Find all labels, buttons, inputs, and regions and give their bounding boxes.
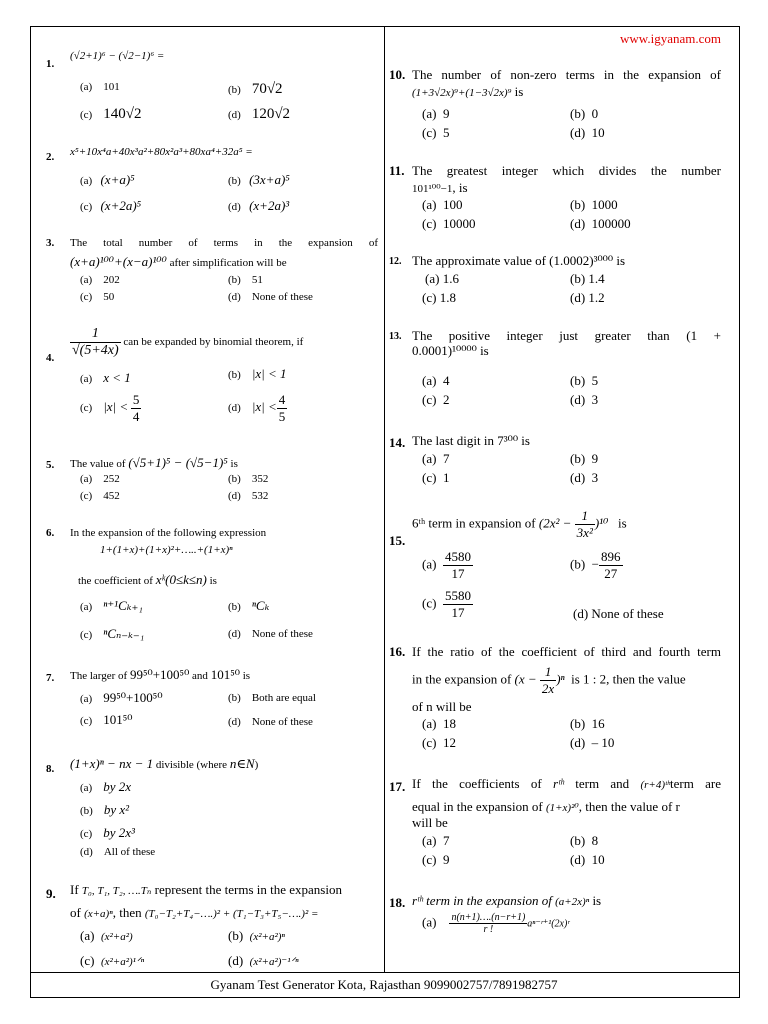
option-a[interactable]: (a) 9 (422, 106, 450, 121)
question-stem: The greatest integer which divides the number (412, 163, 721, 178)
question-number: 14. (389, 435, 406, 450)
option-b[interactable]: (b) Both are equal (228, 692, 316, 704)
option-a[interactable]: (a) by 2x (80, 779, 132, 794)
question-stem: In the expansion of the following expression (70, 527, 267, 539)
option-b[interactable]: (b) 1000 (570, 197, 618, 212)
question-stem: The last digit in 7³⁰⁰ is (412, 433, 530, 448)
option-c[interactable]: (c) $\frac{5580}{17}$ (422, 588, 471, 620)
question-expression: 1+(1+x)+(1+x)²+…..+(1+x)ⁿ (100, 544, 233, 556)
question-number: 16. (389, 644, 406, 659)
option-a[interactable]: (a) 1.6 (425, 271, 459, 286)
column-divider (384, 26, 385, 972)
option-c[interactable]: (c) 140√2 (80, 106, 142, 122)
option-d[interactable]: (d) None of these (228, 291, 313, 303)
option-d[interactable]: (d) All of these (80, 846, 156, 858)
question-stem: $\frac{1}{√(5+4x)}$ can be expanded by binomial theorem, if (72, 326, 304, 358)
option-b[interactable]: (b) 8 (570, 833, 599, 848)
question-stem-line2: 101¹⁰⁰−1, is (412, 180, 468, 195)
question-number: 5. (46, 459, 55, 471)
option-b[interactable]: (b) 16 (570, 716, 605, 731)
option-a[interactable]: (a) $\frac{4580}{17}$ (422, 549, 471, 581)
question-stem: If the ratio of the coefficient of third and fourth term (412, 644, 721, 659)
footer-text: Gyanam Test Generator Kota, Rajasthan 9099002757/7891982757 (210, 977, 558, 992)
option-c[interactable]: (c) (x+2a)⁵ (80, 198, 142, 213)
option-d[interactable]: (d) 120√2 (228, 106, 291, 122)
option-b[interactable]: (b) − $\frac{896}{27}$ (570, 549, 621, 581)
question-number: 15. (389, 533, 406, 548)
question-stem: The total number of terms in the expansion of (70, 237, 378, 249)
option-c[interactable]: (c) 2 (422, 392, 450, 407)
question-stem: The number of non-zero terms in the expansion of (412, 67, 721, 82)
option-a[interactable]: (a) 7 (422, 833, 450, 848)
option-c[interactable]: (c) 452 (80, 490, 120, 502)
site-url[interactable]: www.igyanam.com (620, 31, 721, 46)
option-b[interactable]: (b) 352 (228, 473, 269, 485)
question-stem-line2: (x+a)¹⁰⁰+(x−a)¹⁰⁰ after simplification will be (70, 254, 287, 269)
question-stem-line2: in the expansion of (x − $\frac{1}{2x}$ )ⁿ is 1 : 2, then the value (412, 664, 686, 696)
question-number: 7. (46, 672, 55, 684)
option-b[interactable]: (b) 51 (228, 274, 263, 286)
question-number: 10. (389, 67, 406, 82)
option-c[interactable]: (c) 50 (80, 291, 115, 303)
option-a[interactable]: (a) 4 (422, 373, 450, 388)
question-stem: 6ᵗʰ term in expansion of (2x² − $\frac{1}{\text{3x²}}$ )¹⁰ is (412, 508, 627, 540)
option-b[interactable]: (b) 70√2 (228, 81, 283, 97)
question-number: 12. (389, 256, 402, 267)
question-stem: rᵗʰ term in the expansion of (a+2x)ⁿ is (412, 893, 602, 908)
option-d[interactable]: (d) 3 (570, 392, 599, 407)
option-c[interactable]: (c) |x| < $\frac{5}{4}$ (80, 392, 140, 424)
option-d[interactable]: (d) (x²+a²)⁻¹ᐟⁿ (228, 953, 299, 968)
question-stem: x⁵+10x⁴a+40x³a²+80x²a³+80xa⁴+32a⁵ = (70, 146, 253, 158)
option-b[interactable]: (b) 1.4 (570, 271, 605, 286)
question-stem: If the coefficients of rᵗʰ term and (r+4)ᵗʰterm are (412, 776, 721, 791)
question-stem-line3: will be (412, 815, 448, 830)
option-c[interactable]: (c) 101⁵⁰ (80, 712, 133, 727)
option-d[interactable]: (d) None of these (228, 716, 313, 728)
option-c[interactable]: (c) 5 (422, 125, 450, 140)
question-number: 8. (46, 763, 55, 775)
option-d[interactable]: (d) 1.2 (570, 290, 605, 305)
option-a[interactable]: (a) (x+a)⁵ (80, 172, 135, 187)
question-stem-line2: (1+3√2x)⁹+(1−3√2x)⁹ is (412, 84, 524, 99)
option-b[interactable]: (b) 0 (570, 106, 599, 121)
question-stem: The approximate value of (1.0002)³⁰⁰⁰ is (412, 253, 626, 268)
option-c[interactable]: (c) by 2x³ (80, 825, 135, 840)
option-a[interactable]: (a) $\frac{n(n+1)\dots.(n-r+1)}{r !}$ aⁿ⁻ʳ⁺¹(2x)ʳ (422, 912, 570, 935)
option-c[interactable]: (c) 9 (422, 852, 450, 867)
option-a[interactable]: (a) 252 (80, 473, 120, 485)
option-a[interactable]: (a) 100 (422, 197, 463, 212)
option-d[interactable]: (d) 10 (570, 852, 605, 867)
question-stem-line3: the coefficient of xᵏ(0≤k≤n) is (78, 572, 217, 587)
option-b[interactable]: (b) ⁿCₖ (228, 598, 270, 613)
question-number: 18. (389, 895, 406, 910)
question-number: 13. (389, 331, 402, 342)
question-number: 4. (46, 352, 55, 364)
question-stem: The larger of 99⁵⁰+100⁵⁰ and 101⁵⁰ is (70, 667, 251, 682)
question-stem: If T₀, T₁, T₂, ….Tₙ represent the terms in the expansion (70, 882, 342, 897)
option-d[interactable]: (d) 100000 (570, 216, 631, 231)
question-stem: The value of (√5+1)⁵ − (√5−1)⁵ is (70, 455, 238, 470)
option-c[interactable]: (c) (x²+a²)¹ᐟⁿ (80, 953, 145, 968)
option-a[interactable]: (a) 7 (422, 451, 450, 466)
question-number: 2. (46, 151, 55, 163)
option-d[interactable]: (d) None of these (573, 606, 664, 621)
option-c[interactable]: (c) 1.8 (422, 290, 456, 305)
option-a[interactable]: (a) x < 1 (80, 370, 131, 385)
question-stem: (1+x)ⁿ − nx − 1 divisible (where n∈N) (70, 756, 259, 771)
option-b[interactable]: (b) by x² (80, 802, 130, 817)
option-b[interactable]: (b) (3x+a)⁵ (228, 172, 290, 187)
question-stem-line2: equal in the expansion of (1+x)²⁰, then the value of r (412, 799, 680, 814)
option-d[interactable]: (d) |x| < $\frac{4}{5}$ (228, 392, 286, 424)
option-a[interactable]: (a) 99⁵⁰+100⁵⁰ (80, 690, 163, 705)
question-stem: (√2+1)⁶ − (√2−1)⁶ = (70, 50, 165, 62)
question-number: 1. (46, 58, 55, 70)
option-b[interactable]: (b) (x²+a²)ⁿ (228, 928, 285, 943)
question-number: 9. (46, 886, 56, 901)
question-stem-line2: 0.0001)¹⁰⁰⁰⁰ is (412, 343, 489, 358)
option-d[interactable]: (d) 10 (570, 125, 605, 140)
question-number: 11. (389, 163, 405, 178)
question-number: 3. (46, 237, 55, 249)
option-c[interactable]: (c) 12 (422, 735, 456, 750)
option-c[interactable]: (c) 10000 (422, 216, 476, 231)
option-a[interactable]: (a) 18 (422, 716, 456, 731)
footer-rule (30, 972, 740, 973)
question-stem: The positive integer just greater than (1 + (412, 328, 721, 343)
option-b[interactable]: (b) |x| < 1 (228, 366, 287, 381)
question-stem-line2: of (x+a)ⁿ, then (T₀−T₂+T₄−….)² + (T₁−T₃+T₅−….)² = (70, 905, 319, 920)
option-a[interactable]: (a) 202 (80, 274, 120, 286)
option-c[interactable]: (c) ⁿCₙ₋ₖ₋₁ (80, 626, 145, 641)
option-a[interactable]: (a) 101 (80, 81, 120, 93)
option-d[interactable]: (d) – 10 (570, 735, 615, 750)
option-d[interactable]: (d) 532 (228, 490, 269, 502)
option-c[interactable]: (c) 1 (422, 470, 450, 485)
option-b[interactable]: (b) 9 (570, 451, 599, 466)
question-stem-line3: of n will be (412, 699, 472, 714)
option-d[interactable]: (d) None of these (228, 628, 313, 640)
option-a[interactable]: (a) ⁿ⁺¹Cₖ₊₁ (80, 598, 143, 613)
option-d[interactable]: (d) 3 (570, 470, 599, 485)
option-d[interactable]: (d) (x+2a)³ (228, 198, 290, 213)
option-a[interactable]: (a) (x²+a²) (80, 928, 133, 943)
option-b[interactable]: (b) 5 (570, 373, 599, 388)
question-number: 17. (389, 779, 406, 794)
question-number: 6. (46, 527, 55, 539)
